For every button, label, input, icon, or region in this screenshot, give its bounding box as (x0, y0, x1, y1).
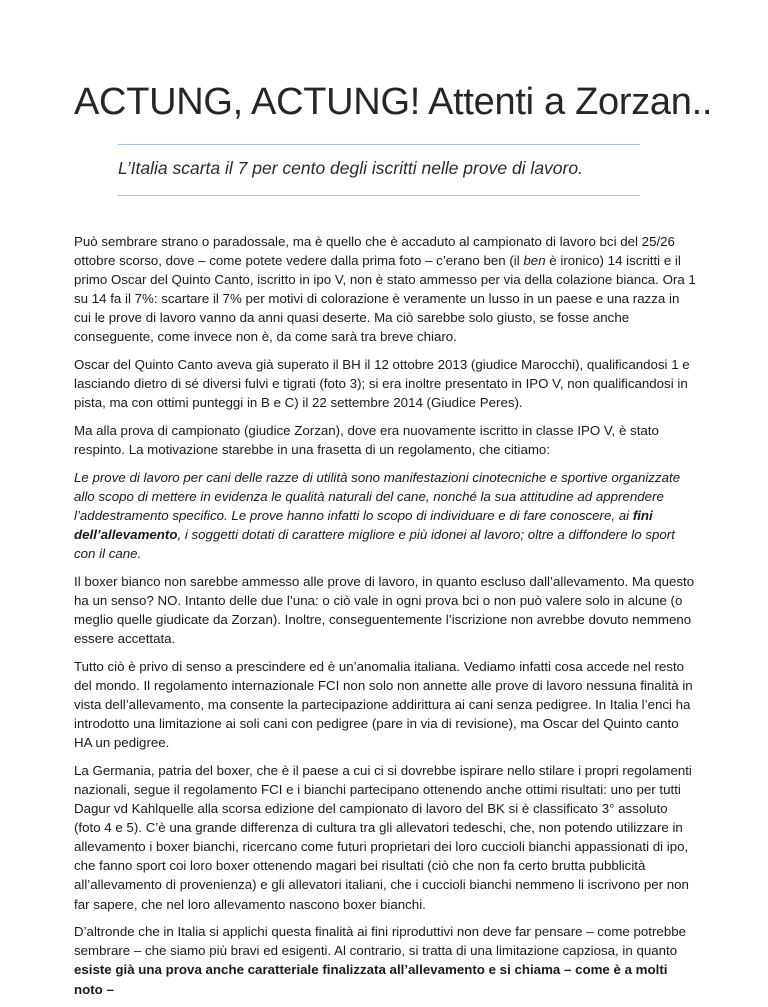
document-title: ACTUNG, ACTUNG! Attenti a Zorzan.. (74, 81, 713, 123)
subtitle-bottom-rule (118, 195, 640, 196)
paragraph-2: Oscar del Quinto Canto aveva già superato il BH il 12 ottobre 2013 (giudice Marocchi), qualificandosi 1 e lasciando dietro di sé diversi fulvi e tigrati (foto 3); si era inoltre presentato in IPO V, non qualificandosi in pista, ma con ottimi punteggi in B e C) il 22 settembre 2014 (Giudice Peres). (74, 357, 690, 411)
paragraph-1-text-a: Può sembrare strano o paradossale, ma è quello che è accaduto al campionato di lavoro bci del 25/26 ottobre scorso, dove – come potete vedere dalla prima foto – c’erano ben (il (74, 234, 675, 269)
quote-text-a: Le prove di lavoro per cani delle razze di utilità sono manifestazioni cinotecniche e sportive organizzate allo scopo di mettere in evidenza le qualità naturali del cane, nonché la sua attitudine ad apprendere l’addestramento specifico. Le prove hanno infatti lo scopo di individuare e di fare conoscere, ai (74, 469, 681, 523)
paragraph-8-text-a: D’altronde che in Italia si applichi questa finalità ai fini riproduttivi non deve far pensare – come potrebbe sembrare – che siamo più bravi ed esigenti. Al contrario, si tratta di una limitazione capziosa, in quanto (74, 924, 687, 959)
regulation-quote (74, 468, 696, 563)
paragraph-3: Ma alla prova di campionato (giudice Zorzan), dove era nuovamente iscritto in classe IPO V, è stato respinto. La motivazione starebbe in una frasetta di un regolamento, che citiamo: (74, 423, 659, 458)
paragraph-6: Tutto ciò è privo di senso a prescindere ed è un’anomalia italiana. Vediamo infatti cosa accede nel resto del mondo. Il regolamento internazionale FCI non solo non annette alle prove di lavoro nessuna finalità in vista dell’allevamento, ma consente la partecipazione addirittura ai cani senza pedigree. In Italia l’enci ha introdotto una limitazione ai soli cani con pedigree (pare in via di revisione), ma Oscar del Quinto canto HA un pedigree. (74, 658, 693, 751)
paragraph-1-text-b: è ironico) 14 iscritti e il primo Oscar del Quinto Canto, iscritto in ipo V, non è stato ammesso per via della colazione bianca. Ora 1 su 14 fa il 7%: scartare il 7% per motivi di colorazione è veramente un lusso in un paese e una razza in cui le prove di lavoro vanno da anni quasi deserte. Ma ciò sarebbe solo giusto, se fosse anche conseguente, come invece non è, da come sarà tra breve chiaro. (74, 253, 696, 345)
paragraph-5: Il boxer bianco non sarebbe ammesso alle prove di lavoro, in quanto escluso dall’allevamento. Ma questo ha un senso? NO. Intanto delle due l’una: o ciò vale in ogni prova bci o non può valere solo in alcune (o meglio quelle giudicate da Zorzan). Inoltre, conseguentemente l’iscrizione non avrebbe dovuto nemmeno essere accettata. (74, 573, 695, 647)
paragraph-1 (74, 232, 696, 347)
ironic-word: ben (523, 253, 546, 269)
subtitle-top-rule (118, 144, 640, 145)
article-body (74, 232, 696, 1007)
paragraph-8-emphasis: esiste già una prova anche caratteriale finalizzata all’allevamento e si chiama – come è a molti noto – (74, 962, 668, 997)
paragraph-7: La Germania, patria del boxer, che è il paese a cui ci si dovrebbe ispirare nello stilare i propri regolamenti nazionali, segue il regolamento FCI e i bianchi partecipano ottenendo anche ottimi risultati: uno per tutti Dagur vd Kahlquelle alla scorsa edizione del campionato di lavoro del BK si è classificato 3° assoluto (foto 4 e 5). C’è una grande differenza di cultura tra gli allevatori tedeschi, che, non potendo utilizzare in allevamento i boxer bianchi, ricercano come futuri proprietari dei loro cuccioli bianchi appassionati di ipo, che fanno sport coi loro boxer ottenendo magari bei risultati (ciò che non fa certo brutta pubblicità all’allevamento di provenienza) e gli allevatori italiani, che i cuccioli bianchi nemmeno li iscrivono per non far sapere, che nel loro allevamento nascono boxer bianchi. (74, 762, 692, 912)
quote-emphasis: fini dell’allevamento (74, 508, 653, 543)
quote-text-b: , i soggetti dotati di carattere migliore e più idonei al lavoro; oltre a diffondere lo sport con il cane. (74, 527, 675, 562)
paragraph-8 (74, 922, 696, 998)
document-subtitle: L’Italia scarta il 7 per cento degli iscritti nelle prove di lavoro. (118, 158, 583, 178)
